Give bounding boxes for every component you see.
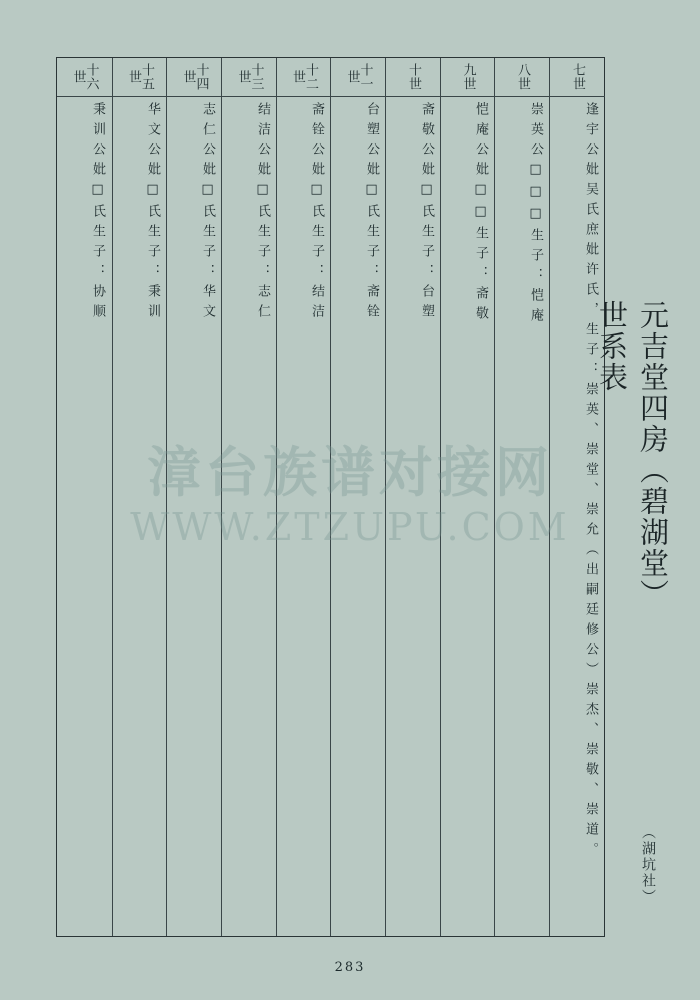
row-text: 结洁公妣□氏生子：志仁 xyxy=(255,102,270,324)
generation-label: 十六世 xyxy=(57,58,112,97)
watermark-url: WWW.ZTZUPU.COM xyxy=(130,505,570,549)
row-text: 志仁公妣□氏生子：华文 xyxy=(200,102,215,324)
generation-label: 九世 xyxy=(441,58,495,97)
watermark-text: 漳台族谱对接网 xyxy=(147,441,553,504)
row-text: 恺庵公妣□□生子：斋敬 xyxy=(473,102,488,326)
row-text: 华文公妣□氏生子：秉训 xyxy=(145,102,160,324)
page-title: 元吉堂四房（碧湖堂）世系表 xyxy=(595,300,670,596)
generation-label: 十五世 xyxy=(113,58,167,97)
generation-label: 十三世 xyxy=(222,58,277,97)
page-subtitle: （湖坑社） xyxy=(640,825,656,905)
row-text: 逢宇公妣吴氏庶妣许氏，生子：崇英、崇堂、崇允（出嗣廷修公）崇杰、崇敬、崇道。 xyxy=(583,102,598,862)
row-text: 斋铨公妣□氏生子：结洁 xyxy=(309,102,324,324)
generation-label: 十一世 xyxy=(331,58,386,97)
page-number: 283 xyxy=(334,960,366,975)
row-text: 台塑公妣□氏生子：斋铨 xyxy=(364,102,379,324)
row-text: 秉训公妣□氏生子：协顺 xyxy=(90,102,105,324)
generation-label: 十世 xyxy=(386,58,441,97)
row-text: 斋敬公妣□氏生子：台塑 xyxy=(419,102,434,324)
generation-label: 八世 xyxy=(495,58,550,97)
generation-label: 七世 xyxy=(550,58,605,97)
row-text: 崇英公□□□生子：恺庵 xyxy=(528,102,543,328)
generation-label: 十二世 xyxy=(277,58,331,97)
generation-label: 十四世 xyxy=(167,58,222,97)
